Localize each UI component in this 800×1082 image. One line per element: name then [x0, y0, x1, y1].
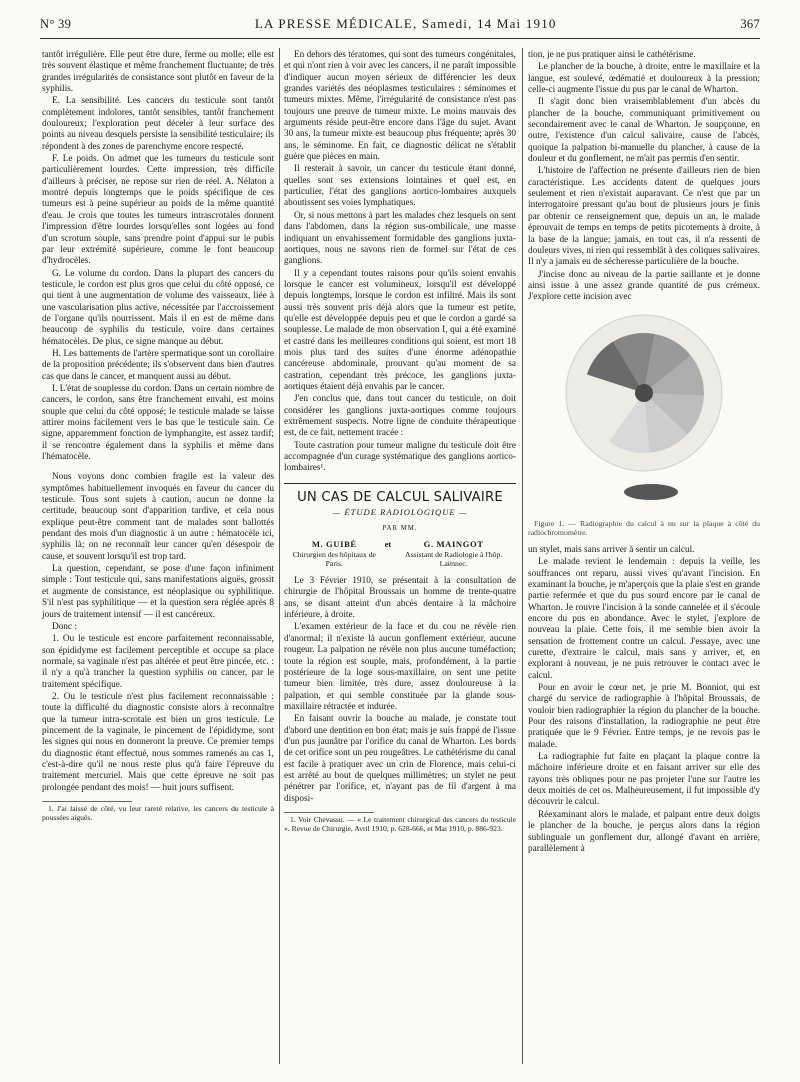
column-rule-left: [279, 48, 280, 1064]
column-1: [42, 50, 274, 823]
article-title: UN CAS DE CALCUL SALIVAIRE: [284, 483, 516, 503]
paragraph: I. L'état de souplesse du cordon. Dans un certain nombre de cancers, le cordon, sans être franchement envahi, est moins souple que celui du côté opposé; le testicule malade se laisse attirer moins facilement vers le bas que le testicule sain. Ce signe, apparemment fonction de lymphangite, est assez tardif; il se rencontre également dans la syphilis et même dans l'hématocèle.: [42, 383, 274, 463]
paragraph: un stylet, mais sans arriver à sentir un calcul.: [528, 544, 695, 555]
paragraph: La question, cependant, se pose d'une façon infiniment simple : Tout testicule qui, sans manifestations aiguës, grossit et augmente de consistance, est néoplasique ou syphilitique. S'il n'est pas syphilitique — et la question sera réglée après 8 jours de traitement intensif — il est cancéreux.: [42, 564, 274, 620]
paragraph: 1. Ou le testicule est encore parfaitement reconnaissable, son épididyme est facilement perceptible et occupe sa place normale, sa vaginale n'est pas altérée et peut être pincée, etc. : il n'y a qu'à trancher la question syphilis ou cancer, par le traitement spécifique.: [42, 634, 274, 690]
column-rule-right: [522, 48, 523, 1064]
author-affiliation: Assistant de Radiologie à l'hôp. Laënnec.: [405, 550, 503, 569]
footnote-rule: [42, 801, 132, 802]
paragraph: Donc :: [52, 621, 77, 632]
paragraph: Il y a cependant toutes raisons pour qu'ils soient envahis lorsque le cancer est volumineux, lorsqu'il est développé depuis longtemps, lorsque le cordon est infiltré. Mais ils sont aussi très souvent pris déjà alors que la tumeur est petite, qu'elle est développée depuis peu et que le cordon a gardé sa souplesse. Le malade de mon observation I, qui a été examiné et castré dans les meilleures conditions qui soient, est mort 18 mois plus tard des suites d'une énorme adénopathie cancéreuse abdominale, prouvant qu'au moment de sa castration, cependant très précoce, les ganglions juxta-aortiques étaient déjà envahis par le cancer.: [284, 268, 516, 392]
paragraph: tion, je ne pus pratiquer ainsi le cathétérisme.: [528, 50, 696, 60]
paragraph: Réexaminant alors le malade, et palpant entre deux doigts le plancher de la bouche, je perçus alors dans la région sublinguale un gonflement dur, allongé d'avant en arrière, parallèlement à: [528, 809, 760, 854]
paragraph: La radiographie fut faite en plaçant la plaque contre la mâchoire inférieure droite et en faisant arriver sur elle des rayons très obliques pour ne pas projeter l'une sur l'autre les deux moitiés de cet os. Malheureusement, il fut impossible d'y découvrir le calcul.: [528, 752, 760, 808]
page-number: 367: [740, 17, 760, 31]
paragraph: L'histoire de l'affection ne présente d'ailleurs rien de bien caractéristique. Les accidents datent de quelques jours seulement et rien n'existait auparavant. Ce n'est que par un interrogatoire pressant qu'au bout de plusieurs jours je finis par obtenir ce renseignement que, depuis un an, le malade éprouvait de temps en temps de petits picotements à droite, à la base de la langue; jamais, en tout cas, il n'a ressenti de douleurs vives, ni rien qui ressemblât à des coliques salivaires. Il n'y a jamais eu de sécheresse particulière de la bouche.: [528, 166, 760, 268]
author-affiliation: Chirurgien des hôpitaux de Paris.: [292, 550, 376, 569]
paragraph: J'incise donc au niveau de la partie saillante et je donne ainsi issue à une assez grande quantité de pus crémeux. J'explore cette incision avec: [528, 269, 760, 303]
author-1: [284, 539, 385, 568]
paragraph: Le 3 Février 1910, se présentait à la consultation de chirurgie de l'hôpital Broussais un homme de trente-quatre ans, se disant atteint d'un abcès dentaire à la mâchoire inférieure, à droite.: [284, 576, 516, 621]
radiochromometer-center: [635, 384, 653, 402]
paragraph: H. Les battements de l'artère spermatique sont un corollaire de la proposition précédente; ils s'observent dans bien d'autres cas que dans le cancer, et manquent aussi au début.: [42, 348, 274, 382]
salivary-calculus: [624, 484, 678, 500]
footnote: 1. Voir Chevassu. — « Le traitement chirurgical des cancers du testicule ». Revue de Chirurgie, Avril 1910, p. 628-666, et Mai 1910, p. 886-923.: [284, 814, 516, 834]
paragraph: E. La sensibilité. Les cancers du testicule sont tantôt complètement indolores, tantôt sensibles, tantôt franchement douloureux; l'exploration peut déceler à leur surface des points au niveau desquels persiste la sensibilité testiculaire; ils répondent à des zones de parenchyme encore respecté.: [42, 96, 274, 152]
author-conjunction: et: [384, 538, 392, 549]
paragraph: F. Le poids. On admet que les tumeurs du testicule sont particulièrement lourdes. Cette impression, très difficile d'ailleurs à préciser, ne repose sur rien de réel. A. Nélaton a montré depuis longtemps que le poids spécifique de ces tumeurs est à peine supérieur au poids de la même quantité d'eau. Je crois que toutes les tumeurs intrascrotales donnent l'impression d'être lourdes lorsqu'elles sont logées au fond d'un scrotum souple, sans prendre point d'appui sur le pubis par leur extrémité supérieure, comme le font beaucoup d'hydrocèles.: [42, 154, 274, 267]
paragraph: En faisant ouvrir la bouche au malade, je constate tout d'abord une dentition en bon état; mais je suis frappé de l'issue d'un pus jaunâtre par l'orifice du canal de Wharton. Les bords de cet orifice sont un peu rougeâtres. Le cathétérisme du canal est facile à pratiquer avec un crin de Florence, mais celui-ci est arrêté au bout de quelques millimètres; un stylet ne peut pénétrer par l'orifice, et, n'ayant pas de fil d'argent à ma disposi-: [284, 714, 516, 804]
footnote: 1. J'ai laissé de côté, vu leur rareté relative, les cancers du testicule à poussées aiguës.: [42, 804, 274, 823]
paragraph: Nous voyons donc combien fragile est la valeur des symptômes habituellement invoqués en faveur du cancer du testicule. Tous sont sujets à caution, aucun ne donne la certitude, beaucoup sont d'apparition tardive, et cela nous explique peut-être comment tant de malades sont ballottés pendant des mois d'un diagnostic à un autre : hématocèle ici, syphilis là; on ne reconnaît leur cancer qu'en désespoir de cause, et souvent lorsqu'il est trop tard.: [42, 472, 274, 562]
author-2: [391, 539, 516, 568]
radiograph-figure: [528, 311, 760, 511]
paragraph: Le malade revient le lendemain : depuis la veille, les souffrances ont reparu, aussi vives qu'avant l'incision. En examinant la bouche, je m'aperçois que la plaie s'est en grande partie refermée et que du pus sourd encore par le canal de Wharton. Je rouvre l'incision à la sonde cannelée et il s'écoule encore du pus en abondance. Avec le stylet, j'explore de nouveau la plaie. Cette fois, il me semble bien avoir la sensation de frottement contre un calcul. J'essaye, avec une curette, d'extraire le calcul, mais sans y arriver, et, en explorant à nouveau, je ne puis retrouver le contact avec le calcul.: [528, 557, 760, 681]
paragraph: Le plancher de la bouche, à droite, entre le maxillaire et la langue, est soulevé, œdématié et douloureux à la pression; celle-ci augmente l'issue du pus par le canal de Wharton.: [528, 62, 760, 96]
paragraph: G. Le volume du cordon. Dans la plupart des cancers du testicule, le cordon est plus gros que celui du côté opposé, ce qui tient à une augmentation de volume des vaisseaux, liée à une vascularisation plus active, nécessitée par l'accroissement de l'organe qu'ils nourrissent. Mais il en est de même dans beaucoup de syphilis du testicule, voire dans certaines hématocèles. De plus, ce signe manque au début.: [42, 268, 274, 347]
page-header: [40, 16, 760, 39]
paragraph: tantôt irrégulière. Elle peut être dure, ferme ou molle; elle est très souvent élastique et même franchement fluctuante; de très grandes irrégularités de consistance sont plutôt en faveur de la syphilis.: [42, 50, 274, 95]
paragraph: Il resterait à savoir, un cancer du testicule étant donné, quelles sont ses extensions lointaines et quel est, en particulier, l'état des ganglions aortico-lombaires auxquels aboutissent ses voies lymphatiques.: [284, 164, 516, 209]
column-3: [528, 50, 760, 856]
authors: [284, 539, 516, 568]
paragraph: J'en conclus que, dans tout cancer du testicule, on doit considérer les ganglions juxta-aortiques comme toujours extrêmement suspects. Notre ligne de conduite thérapeutique est, de ce fait, nettement tracée :: [284, 394, 516, 439]
figure-caption: Figure 1. — Radiographie du calcul à nu sur la plaque à côté du radiochromomètre.: [528, 518, 760, 537]
column-2: [284, 50, 516, 834]
paragraph: En dehors des tératomes, qui sont des tumeurs congénitales, et qui n'ont rien à voir avec les cancers, il ne paraît impossible d'indiquer aucun moyen sérieux de différencier les deux grandes variétés des néoplasmes testiculaires : séminomes et tumeurs mixtes. Même, l'irrégularité de consistance n'est pas toujours une preuve de tumeur mixte. Le moins mauvais des arguments réside peut-être encore dans l'âge du sujet. Avant 30 ans, la tumeur mixte est beaucoup plus fréquente; après 30 ans, le séminome. En fait, ce diagnostic délicat ne s'établit guère que pièces en main.: [284, 50, 516, 163]
paragraph: Pour en avoir le cœur net, je prie M. Bonniot, qui est chargé du service de radiographie à l'hôpital Broussais, de vouloir bien radiographier la région du plancher de la bouche. Pour des raisons d'installation, la radiographie ne peut être pratiquée que le 9 Février. Entre temps, je ne revois pas le malade.: [528, 683, 760, 750]
author-name: G. MAINGOT: [423, 538, 484, 549]
paragraph: Toute castration pour tumeur maligne du testicule doit être accompagnée d'un curage systématique des ganglions aortico-lombaires¹.: [284, 440, 516, 474]
paragraph: L'examen extérieur de la face et du cou ne révèle rien d'anormal; il n'existe là aucun gonflement extérieur, aucune rougeur. La palpation ne révèle non plus aucune tuméfaction; toute la région est souple, mais, profondément, à la partie postérieure de la loge sous-maxillaire, on sent une petite tumeur bien limitée, très dure, assez douloureuse à la palpation, et qui semble constituée par la glande sous-maxillaire rétractée et indurée.: [284, 622, 516, 712]
footnote-rule: [284, 812, 374, 813]
paragraph: Il s'agit donc bien vraisemblablement d'un abcès du plancher de la bouche, communiquant primitivement ou secondairement avec le canal de Wharton. Je soupçonne, en outre, l'existence d'un calcul salivaire, cause de l'abcès, quoique la palpation bi-manuelle du plancher, à cause de la douleur et du gonflement, ne m'ait pas permis d'en sentir.: [528, 97, 760, 165]
article-subtitle: — ÉTUDE RADIOLOGIQUE —: [332, 507, 468, 518]
paragraph: Or, si nous mettons à part les malades chez lesquels on sent dans l'abdomen, dans la région sus-ombilicale, une masse indiquant un envahissement formidable des ganglions juxta-aortiques, nous ne savons rien de formel sur l'état de ces ganglions.: [284, 210, 516, 267]
byline-intro: PAR MM.: [382, 525, 418, 533]
author-name: M. GUIBÉ: [311, 538, 357, 549]
journal-title: LA PRESSE MÉDICALE, Samedi, 14 Mai 1910: [254, 16, 557, 31]
issue-number: N° 39: [40, 17, 72, 31]
paragraph: 2. Ou le testicule n'est plus facilement reconnaissable : toute la difficulté du diagnostic consiste alors à reconnaître que la tumeur intra-scrotale est bien un gros testicule. Le pincement de la vaginale, le pincement de l'épididyme, sont les signes qui nous en donneront la preuve. Ce premier temps du diagnostic étant effectué, nous sommes ramenés au cas 1, c'est-à-dire qu'il ne nous reste plus qu'à faire l'épreuve du traitement mercuriel. Mais que cette épreuve ne soit pas prolongée pendant des mois! — huit jours suffisent.: [42, 691, 274, 793]
